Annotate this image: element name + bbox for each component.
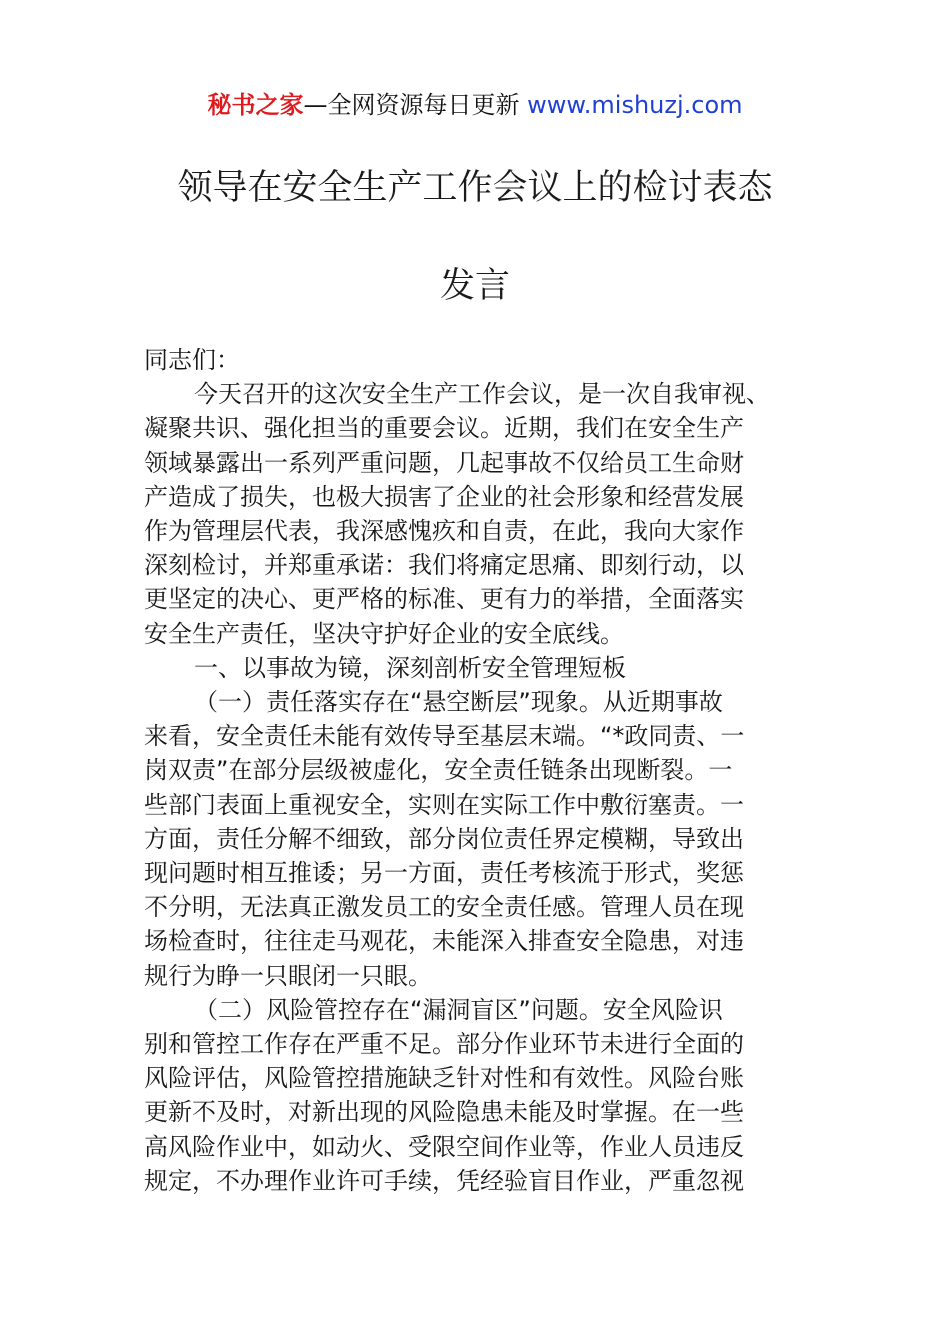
site-brand: 秘书之家: [207, 91, 304, 119]
body-line: 风险评估，风险管控措施缺乏针对性和有效性。风险台账: [144, 1064, 744, 1093]
document-body: [144, 343, 809, 1198]
body-line: 方面，责任分解不细致，部分岗位责任界定模糊，导致出: [144, 824, 744, 853]
body-line: 高风险作业中，如动火、受限空间作业等，作业人员违反: [144, 1132, 744, 1161]
body-line: 凝聚共识、强化担当的重要会议。近期，我们在安全生产: [144, 414, 744, 443]
document-title-line-2: 发言: [439, 266, 510, 306]
body-line: 规定，不办理作业许可手续，凭经验盲目作业，严重忽视: [144, 1166, 744, 1195]
body-line: 更坚定的决心、更严格的标准、更有力的举措，全面落实: [144, 585, 744, 614]
body-line: 别和管控工作存在严重不足。部分作业环节未进行全面的: [144, 1030, 744, 1059]
body-line: 不分明，无法真正激发员工的安全责任感。管理人员在现: [144, 893, 744, 922]
subsection-heading-line: （二）风险管控存在“漏洞盲区”问题。安全风险识: [194, 995, 723, 1024]
body-line: 现问题时相互推诿；另一方面，责任考核流于形式，奖惩: [144, 859, 744, 888]
body-line: 更新不及时，对新出现的风险隐患未能及时掌握。在一些: [144, 1098, 744, 1127]
subsection-heading-line: （一）责任落实存在“悬空断层”现象。从近期事故: [194, 688, 723, 717]
body-line: 来看，安全责任未能有效传导至基层末端。“*政同责、一: [144, 722, 745, 751]
body-line: 深刻检讨，并郑重承诺：我们将痛定思痛、即刻行动，以: [144, 551, 744, 580]
body-line: 作为管理层代表，我深感愧疚和自责，在此，我向大家作: [144, 517, 744, 546]
body-line: 今天召开的这次安全生产工作会议，是一次自我审视、: [194, 380, 770, 409]
body-line: 安全生产责任，坚决守护好企业的安全底线。: [144, 619, 624, 648]
section-heading: 一、以事故为镜，深刻剖析安全管理短板: [194, 653, 626, 682]
site-header: [0, 88, 950, 122]
body-line: 领域暴露出一系列严重问题，几起事故不仅给员工生命财: [144, 448, 744, 477]
body-line: 岗双责”在部分层级被虚化，安全责任链条出现断裂。一: [144, 756, 733, 785]
site-url-link[interactable]: www.mishuzj.com: [527, 91, 743, 119]
salutation: 同志们：: [144, 346, 240, 374]
body-line: 些部门表面上重视安全，实则在实际工作中敷衍塞责。一: [144, 790, 744, 819]
body-line: 产造成了损失，也极大损害了企业的社会形象和经营发展: [144, 482, 744, 511]
site-tagline: —全网资源每日更新: [303, 91, 520, 119]
body-line: 场检查时，往往走马观花，未能深入排查安全隐患，对违: [144, 927, 744, 956]
document-title-line-1: 领导在安全生产工作会议上的检讨表态: [177, 168, 773, 208]
body-line: 规行为睁一只眼闭一只眼。: [144, 961, 432, 990]
